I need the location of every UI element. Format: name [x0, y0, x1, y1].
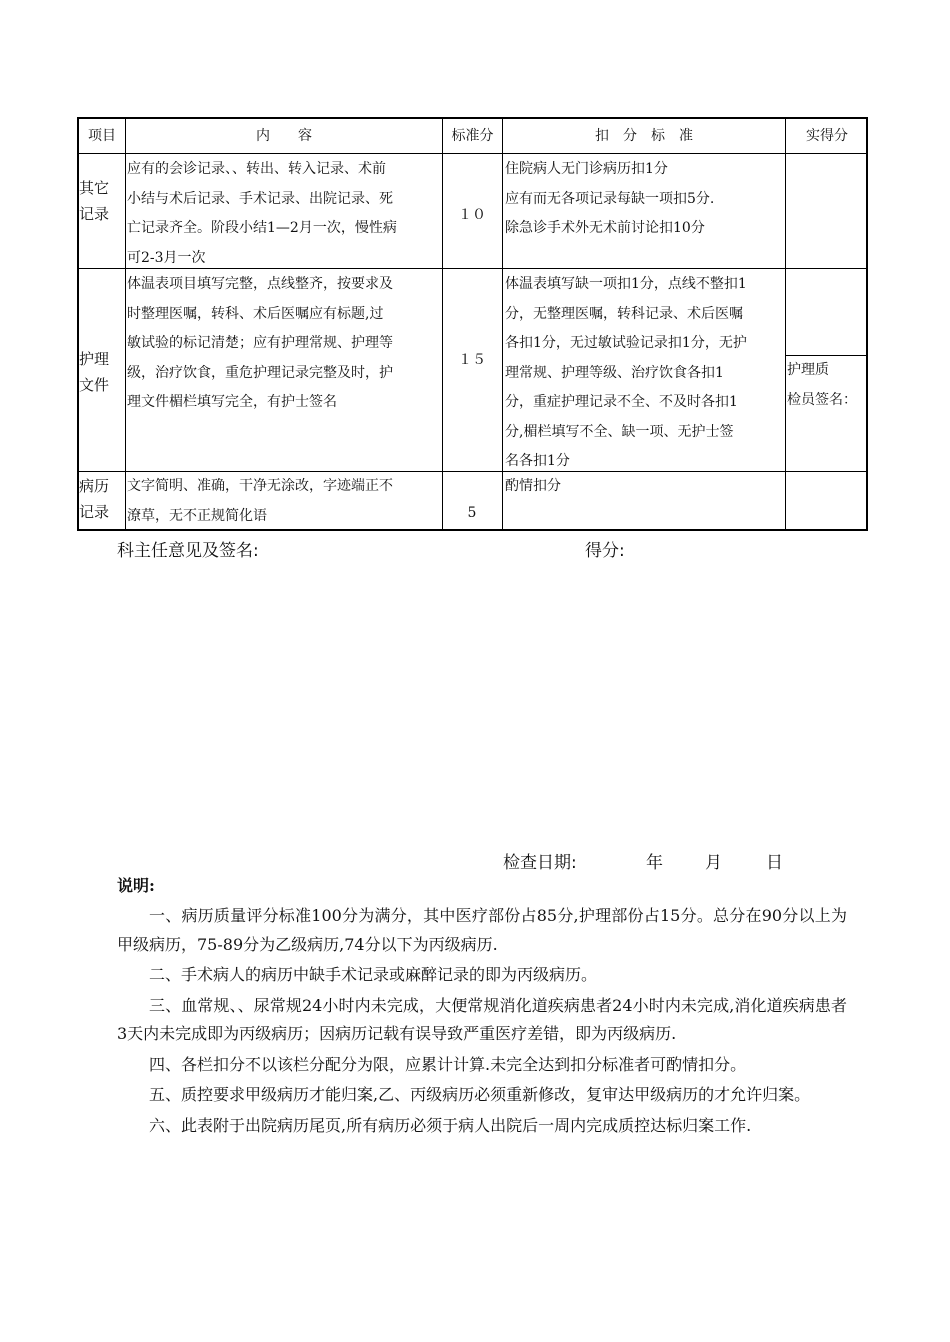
- grid-line: [442, 119, 443, 529]
- row-item-label: 病历 记录: [79, 477, 110, 521]
- row-content: 应有的会诊记录、、转出、转入记录、术前 小结与术后记录、手术记录、出院记录、死 亡记录齐全。阶段小结1—2月一次，慢性病 可2-3月一次: [127, 161, 397, 266]
- day-label: 日: [766, 853, 783, 873]
- note-item: 二、手术病人的病历中缺手术记录或麻醉记录的即为丙级病历。: [149, 965, 598, 984]
- score-label: 得分:: [585, 541, 625, 561]
- note-item: 五、质控要求甲级病历才能归案,乙、丙级病历必须重新修改，复审达甲级病历的才允许归案。: [149, 1085, 811, 1104]
- month-label: 月: [705, 853, 722, 873]
- grid-line: [502, 119, 503, 529]
- note-item: 四、各栏扣分不以该栏分配分为限，应累计计算.未完全达到扣分标准者可酌情扣分。: [149, 1054, 747, 1074]
- header-item: 项目: [88, 128, 116, 144]
- note-item: 三、血常规、、尿常规24小时内未完成，大便常规消化道疾病患者24小时内未完成,消化道疾病患者3天内未完成即为丙级病历；因病历记载有误导致严重医疗差错，即为丙级病历.: [117, 995, 847, 1043]
- row-deduction-criteria: 住院病人无门诊病历扣1分 应有而无各项记录每缺一项扣5分. 除急诊手术外无术前讨论扣10分: [505, 161, 715, 236]
- row-item-label: 其它 记录: [79, 179, 110, 223]
- note-item: 一、病历质量评分标准100分为满分，其中医疗部份占85分,护理部份占15分。总分在90分以上为甲级病历，75-89分为乙级病历,74分以下为丙级病历.: [117, 906, 847, 954]
- header-actual-score: 实得分: [806, 128, 848, 144]
- row-content: 体温表项目填写完整，点线整齐，按要求及 时整理医嘱，转科、术后医嘱应有标题,过 敏试验的标记清楚；应有护理常规、护理等 级，治疗饮食，重危护理记录完整及时，护 理文件楣栏填写完全，有护士签名: [127, 276, 393, 410]
- header-deduction-criteria: 扣 分 标 准: [595, 128, 693, 144]
- grid-line: [125, 119, 126, 529]
- row-deduction-criteria: 酌情扣分: [505, 478, 561, 494]
- notes-title: 说明:: [117, 876, 155, 895]
- header-standard-score: 标准分: [451, 128, 494, 144]
- year-label: 年: [646, 853, 663, 873]
- row-standard-score: 5: [467, 505, 477, 521]
- check-date-label: 检查日期:: [503, 853, 577, 873]
- row-deduction-criteria: 体温表填写缺一项扣1分，点线不整扣1 分，无整理医嘱，转科记录、术后医嘱 各扣1分，无过敏试验记录扣1分，无护 理常规、护理等级、治疗饮食各扣1 分，重症护理记录不全、不及时各扣1 分,楣栏填写不全、缺一项、无护士签 名各扣1分: [505, 276, 747, 469]
- notes-section: [117, 872, 847, 1142]
- row-standard-score: １０: [458, 207, 486, 223]
- row-content: 文字简明、准确，干净无涂改，字迹端正不 潦草，无不正规简化语: [127, 478, 393, 524]
- grid-line: [785, 119, 786, 529]
- director-signature-label: 科主任意见及签名:: [117, 541, 259, 561]
- row-standard-score: １５: [458, 352, 486, 368]
- note-item: 六、此表附于出院病历尾页,所有病历必须于病人出院后一周内完成质控达标归案工作.: [149, 1115, 752, 1135]
- row-item-label: 护理 文件: [79, 350, 110, 394]
- header-content: 内 容: [256, 128, 312, 144]
- grid-line: [79, 153, 866, 154]
- scoring-table: [77, 117, 868, 531]
- inspector-signature-label: 护理质 检员签名：: [787, 362, 857, 408]
